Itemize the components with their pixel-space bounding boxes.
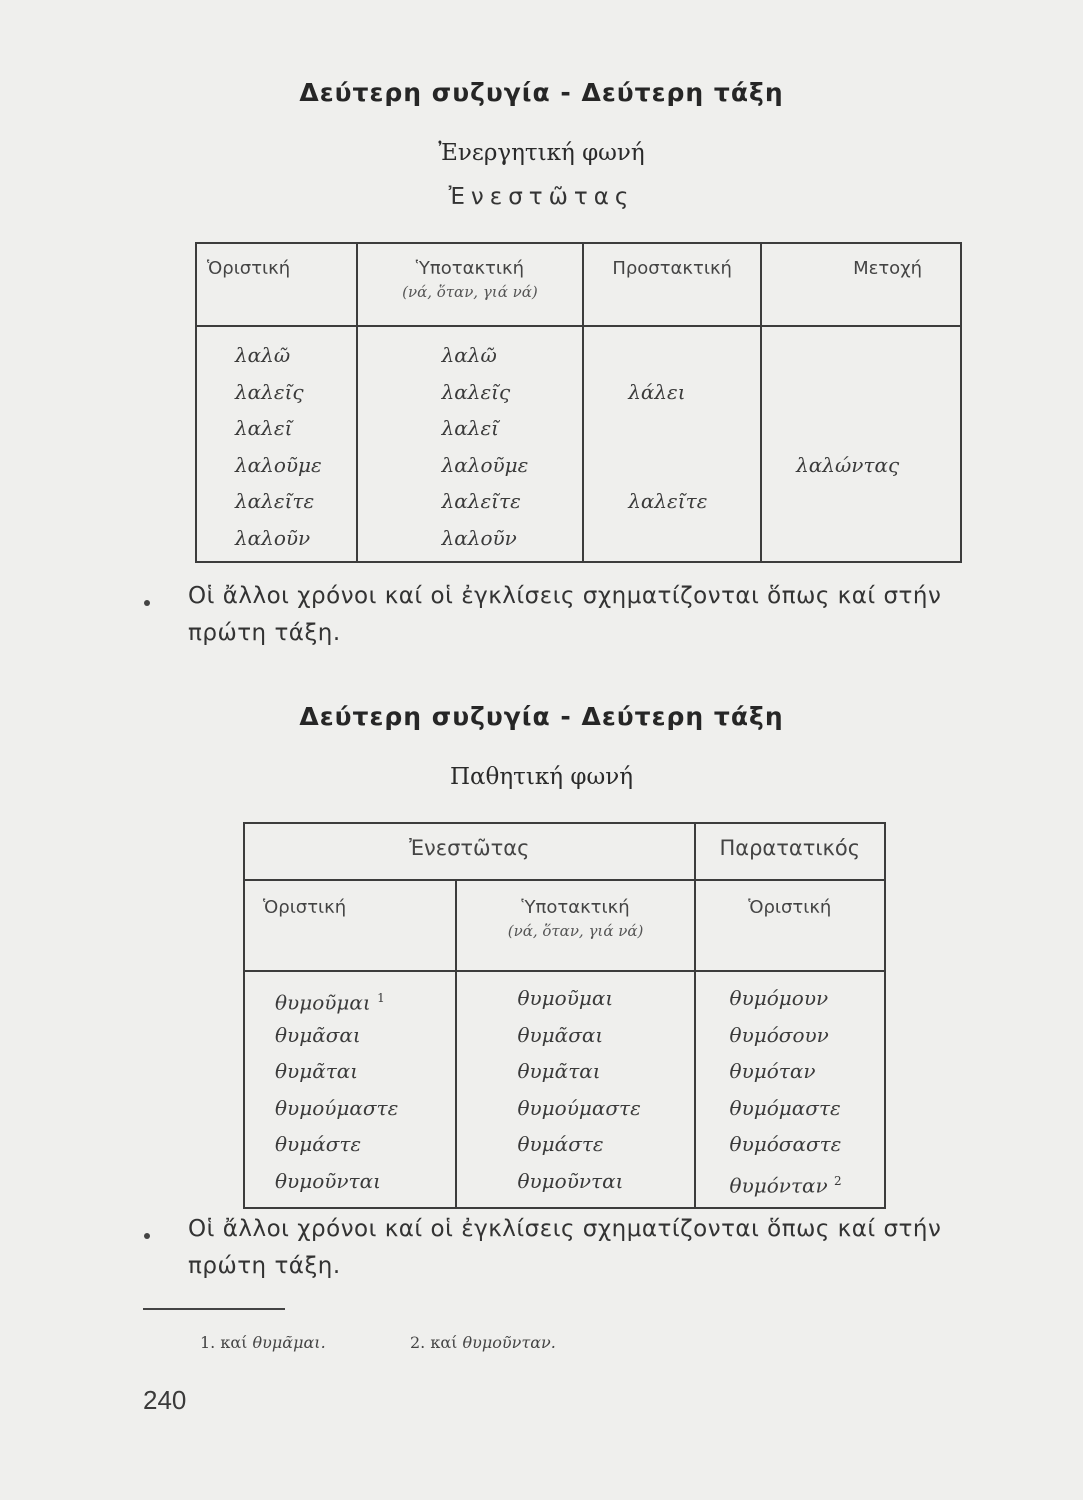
section2-heading: Δεύτερη συζυγία - Δεύτερη τάξη	[299, 702, 784, 731]
header-oristiki: Ὁριστική	[244, 880, 456, 971]
header-paratatikos: Παρατατικός	[695, 823, 885, 880]
section1-heading: Δεύτερη συζυγία - Δεύτερη τάξη	[299, 78, 784, 107]
form-cell: θυμᾶσαι	[275, 1022, 361, 1047]
form-cell: θυμόμουν	[729, 986, 829, 1010]
passive-oristiki-forms	[244, 971, 456, 1208]
section1-note-line2: πρώτη τάξη.	[188, 620, 341, 646]
active-voice-table	[195, 242, 962, 563]
form-cell	[796, 374, 960, 411]
section1-voice: Ἐνεργητική φωνή	[438, 140, 645, 166]
form-cell: θυμόσαστε	[729, 1132, 842, 1156]
passive-voice-table	[243, 822, 886, 1209]
passive-ypotaktiki-forms	[456, 971, 694, 1208]
form-cell: λαλεῖ	[441, 416, 500, 440]
form-cell: θυμοῦνται	[275, 1168, 381, 1193]
header-ypotaktiki: Ὑποτακτική (νά, ὅταν, γιά νά)	[357, 243, 584, 326]
metochi-forms	[761, 326, 961, 562]
footnote-2: 2. καί θυμοῦνταν.	[410, 1333, 556, 1352]
form-cell: θυμᾶσαι	[517, 1022, 604, 1047]
form-cell: θυμοῦμαι	[517, 986, 614, 1010]
form-cell: θυμόσουν	[729, 1022, 829, 1047]
header-ypotaktiki-note: (νά, ὅταν, γιά νά)	[402, 283, 538, 301]
form-cell	[796, 520, 960, 557]
form-cell: λαλώντας	[796, 452, 900, 477]
header-paratatikos-oristiki: Ὁριστική	[695, 880, 885, 971]
form-cell: λαλῶ	[441, 343, 497, 367]
header-ypotaktiki-note: (νά, ὅταν, γιά νά)	[507, 922, 644, 940]
form-cell: θυμόνταν $^2$	[729, 1173, 842, 1198]
footnote-1: 1. καί θυμᾶμαι.	[200, 1333, 326, 1352]
form-cell: θυμάστε	[517, 1132, 604, 1156]
form-cell	[628, 447, 760, 484]
header-oristiki: Ὁριστική	[196, 243, 357, 326]
header-prostaktiki: Προστακτική	[583, 243, 761, 326]
form-cell: λαλοῦμε	[235, 452, 322, 477]
form-cell: λαλοῦμε	[441, 452, 529, 477]
section2-voice: Παθητική φωνή	[449, 764, 634, 790]
section2-note-line2: πρώτη τάξη.	[188, 1253, 341, 1279]
prostaktiki-forms	[583, 326, 761, 562]
header-ypotaktiki: Ὑποτακτική (νά, ὅταν, γιά νά)	[456, 880, 694, 971]
footnote-rule	[143, 1308, 285, 1310]
form-cell: θυμοῦμαι $^1$	[275, 990, 385, 1015]
header-metochi: Μετοχή	[761, 243, 961, 326]
ypotaktiki-forms	[357, 326, 584, 562]
bullet-dot	[144, 600, 150, 606]
form-cell: λαλεῖ	[235, 416, 293, 440]
form-cell: θυμᾶται	[275, 1059, 359, 1083]
form-cell: λαλοῦν	[441, 525, 517, 550]
form-cell: θυμοῦνται	[517, 1168, 624, 1193]
form-cell	[796, 483, 960, 520]
form-cell: λαλεῖτε	[441, 489, 521, 513]
form-cell: λαλεῖτε	[628, 489, 708, 513]
form-cell: λαλεῖς	[235, 379, 304, 404]
page-number: 240	[143, 1385, 187, 1415]
form-cell	[796, 410, 960, 447]
form-cell: θυμούμαστε	[275, 1095, 399, 1120]
passive-paratatikos-forms	[695, 971, 885, 1208]
form-cell: θυμᾶται	[517, 1059, 601, 1083]
form-cell: θυμάστε	[275, 1132, 362, 1156]
form-cell: λαλεῖτε	[235, 489, 315, 513]
form-cell: θυμόμαστε	[729, 1095, 841, 1120]
form-cell: θυμούμαστε	[517, 1095, 641, 1120]
footnote-ref: 1	[377, 991, 385, 1005]
form-cell: λάλει	[628, 379, 686, 404]
form-cell: θυμόταν	[729, 1059, 816, 1083]
form-cell	[628, 410, 760, 447]
oristiki-forms	[196, 326, 357, 562]
section2-note-line1: Οἱ ἄλλοι χρόνοι καί οἱ ἐγκλίσεις σχηματίζονται ὅπως καί στήν	[188, 1216, 942, 1242]
header-enestotas: Ἐνεστῶτας	[244, 823, 695, 880]
form-cell	[628, 520, 760, 557]
bullet-dot	[144, 1233, 150, 1239]
footnote-ref: 2	[834, 1173, 842, 1188]
form-cell	[796, 337, 960, 374]
form-cell: λαλοῦν	[235, 525, 311, 550]
section1-note-line1: Οἱ ἄλλοι χρόνοι καί οἱ ἐγκλίσεις σχηματίζονται ὅπως καί στήν	[188, 583, 942, 609]
section1-tense: Ἐνεστῶτας	[448, 184, 635, 210]
form-cell: λαλῶ	[235, 343, 291, 367]
form-cell: λαλεῖς	[441, 379, 511, 404]
form-cell	[628, 337, 760, 374]
